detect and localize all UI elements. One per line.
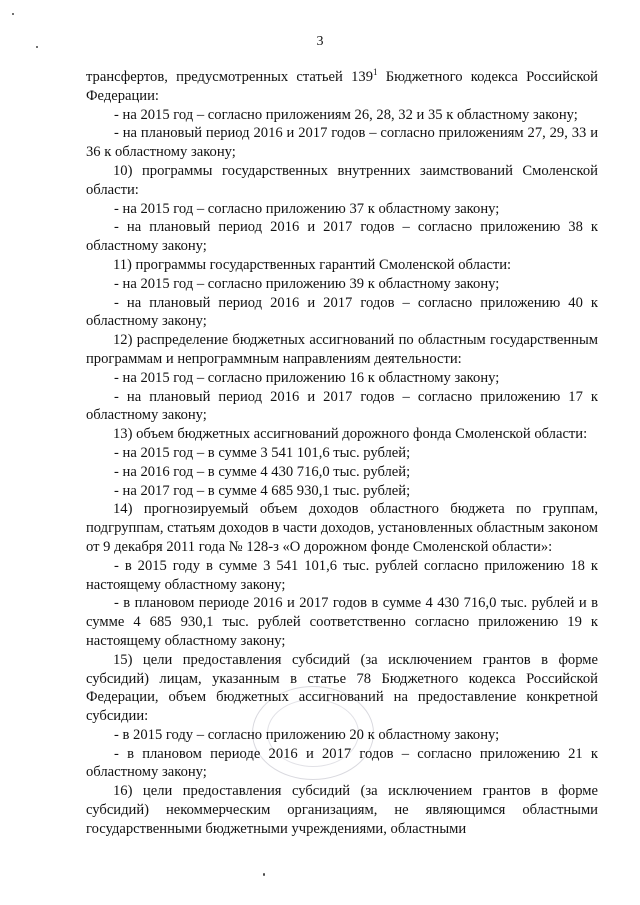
numbered-item-14: 14) прогнозируемый объем доходов областного бюджета по группам, подгруппам, статьям доходов в части доходов, установленных областным законом от 9 декабря 2011 года № 128-з «О дорожном фонде Смоленской области»: <box>86 501 598 555</box>
numbered-item-11: 11) программы государственных гарантий Смоленской области: <box>113 256 512 273</box>
list-item: - в плановом периоде 2016 и 2017 годов – согласно приложению 21 к областному закону; <box>86 745 598 781</box>
numbered-item-12: 12) распределение бюджетных ассигнований по областным государственным программам и непрограммным направлениям деятельности: <box>86 332 598 367</box>
paragraph-text: Бюджетного кодекса Российской Федерации: <box>86 69 598 104</box>
numbered-item-16: 16) цели предоставления субсидий (за исключением грантов в форме субсидий) некоммерческим организациям, не являющимся областными государственными бюджетными учреждениями, областными <box>86 783 598 837</box>
page-number: 3 <box>316 34 324 49</box>
list-item: - на плановый период 2016 и 2017 годов – согласно приложениям 27, 29, 33 и 36 к областному закону; <box>86 125 598 161</box>
list-item: - на 2015 год – согласно приложению 39 к областному закону; <box>114 275 500 292</box>
scan-speck <box>36 46 38 48</box>
paragraph-text: трансфертов, предусмотренных статьей 139 <box>86 69 374 85</box>
numbered-item-13: 13) объем бюджетных ассигнований дорожного фонда Смоленской области: <box>113 426 588 443</box>
list-item: - на 2017 год – в сумме 4 685 930,1 тыс. рублей; <box>114 482 411 499</box>
list-item: - на 2015 год – согласно приложению 16 к областному закону; <box>114 369 500 386</box>
list-item: - на плановый период 2016 и 2017 годов – согласно приложению 40 к областному закону; <box>86 294 598 330</box>
list-item: - на 2015 год – согласно приложению 37 к областному закону; <box>114 200 500 217</box>
list-item: - на 2016 год – в сумме 4 430 716,0 тыс. рублей; <box>114 463 411 480</box>
list-item: - в плановом периоде 2016 и 2017 годов в сумме 4 430 716,0 тыс. рублей и в сумме 4 685 930,1 тыс. рублей соответственно согласно приложению 19 к настоящему областному закону; <box>86 595 598 649</box>
list-item: - на 2015 год – в сумме 3 541 101,6 тыс. рублей; <box>114 444 411 461</box>
list-item: - на 2015 год – согласно приложениям 26, 28, 32 и 35 к областному закону; <box>114 106 578 123</box>
scan-speck <box>263 873 265 876</box>
footnote-superscript: 1 <box>373 67 378 77</box>
list-item: - в 2015 году в сумме 3 541 101,6 тыс. рублей согласно приложению 18 к настоящему областному закону; <box>86 557 598 593</box>
scan-speck <box>12 13 14 15</box>
numbered-item-15: 15) цели предоставления субсидий (за исключением грантов в форме субсидий) лицам, указанным в статье 78 Бюджетного кодекса Российской Федерации, объем бюджетных ассигнований на предоставление конкретной субсидии: <box>86 651 598 725</box>
paragraph-transfers <box>86 68 598 106</box>
document-body <box>86 68 598 839</box>
list-item: - на плановый период 2016 и 2017 годов – согласно приложению 38 к областному закону; <box>86 219 598 255</box>
list-item: - в 2015 году – согласно приложению 20 к областному закону; <box>114 726 500 743</box>
numbered-item-10: 10) программы государственных внутренних заимствований Смоленской области: <box>86 162 598 198</box>
list-item: - на плановый период 2016 и 2017 годов – согласно приложению 17 к областному закону; <box>86 388 598 424</box>
